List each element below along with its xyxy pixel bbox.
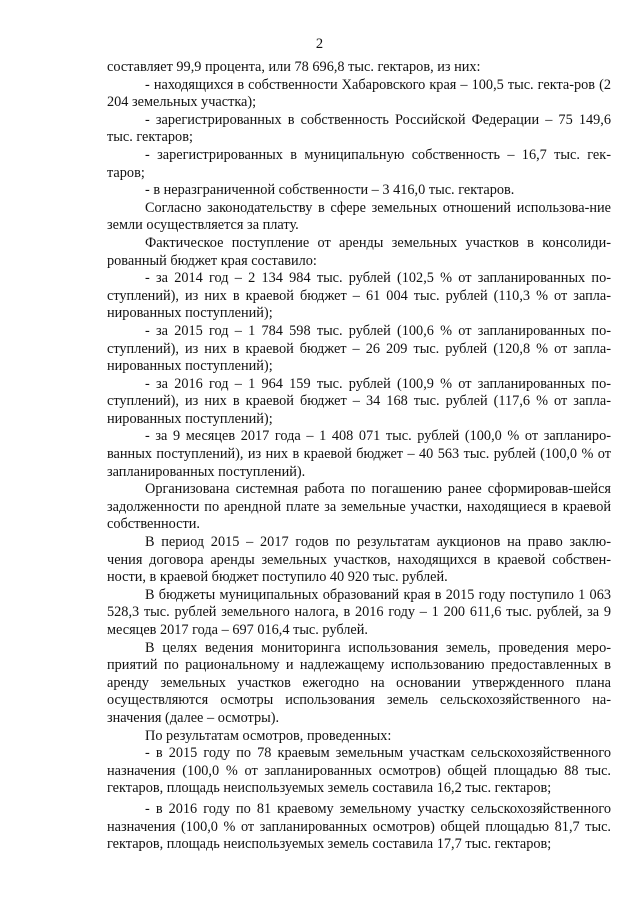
page-number: 2 — [315, 36, 324, 52]
paragraph-lease-revenue: Фактическое поступление от аренды земельных участков в консолиди-рованный бюджет края составило: — [107, 234, 611, 269]
document-body — [107, 59, 611, 854]
paragraph-debt-repayment: Организована системная работа по погашению ранее сформировав-шейся задолженности по арендной плате за земельные участки, находящиеся в краевой собственности. — [107, 481, 611, 533]
paragraph-monitoring: В целях ведения мониторинга использования земель, проведения меро-приятий по рациональному и надлежащему использованию предоставленных в аренду земельных участков ежегодно на основании утвержденного плана осуществляются осмотры использования земель сельскохозяйственного на-значения (далее – осмотры). — [107, 639, 611, 726]
list-item-inspections-2015: - в 2015 году по 78 краевым земельным участкам сельскохозяйственного назначения (100,0 % от запланированных осмотров) общей площадью 88 тыс. гектаров, площадь неиспользуемых земель составила 16,2 тыс. гектаров; — [107, 745, 611, 797]
list-item-2014: - за 2014 год – 2 134 984 тыс. рублей (102,5 % от запланированных по-ступлений), из них в краевой бюджет – 61 004 тыс. рублей (110,3 % от запла-нированных поступлений); — [107, 270, 611, 322]
list-item-2015: - за 2015 год – 1 784 598 тыс. рублей (100,6 % от запланированных по-ступлений), из них в краевой бюджет – 26 209 тыс. рублей (120,8 % от запла-нированных поступлений); — [107, 322, 611, 375]
list-item-inspections-2016: - в 2016 году по 81 краевому земельному участку сельскохозяйственного назначения (100,0 % от запланированных осмотров) общей площадью 81,7 тыс. гектаров, площадь неиспользуемых земель составила 17,7 тыс. гектаров; — [107, 800, 611, 853]
paragraph-auctions: В период 2015 – 2017 годов по результатам аукционов на право заклю-чения договора аренды земельных участков, находящихся в краевой собствен-ности, в краевой бюджет поступило 40 920 тыс. рублей. — [107, 534, 611, 586]
list-item-undivided-ownership: - в неразграниченной собственности – 3 416,0 тыс. гектаров. — [145, 182, 515, 199]
list-item-khabarovsk-ownership: - находящихся в собственности Хабаровского края – 100,5 тыс. гекта-ров (2 204 земельных участка); — [107, 76, 611, 111]
list-item-2017-9-months: - за 9 месяцев 2017 года – 1 408 071 тыс. рублей (100,0 % от запланиро-ванных поступлений), из них в краевой бюджет – 40 563 тыс. рублей (100,0 % от запланированных поступлений). — [107, 428, 611, 480]
paragraph-land-tax: В бюджеты муниципальных образований края в 2015 году поступило 1 063 528,3 тыс. рублей земельного налога, в 2016 году – 1 200 611,6 тыс. рублей, за 9 месяцев 2017 года – 697 016,4 тыс. рублей. — [107, 586, 611, 638]
paragraph-continuation: составляет 99,9 процента, или 78 696,8 тыс. гектаров, из них: — [107, 59, 481, 75]
list-item-federal-ownership: - зарегистрированных в собственность Российской Федерации – 75 149,6 тыс. гектаров; — [107, 111, 611, 146]
list-item-municipal-ownership: - зарегистрированных в муниципальную собственность – 16,7 тыс. гек-таров; — [107, 146, 611, 181]
paragraph-inspection-results: По результатам осмотров, проведенных: — [145, 727, 392, 744]
list-item-2016: - за 2016 год – 1 964 159 тыс. рублей (100,9 % от запланированных по-ступлений), из них в краевой бюджет – 34 168 тыс. рублей (117,6 % от запла-нированных поступлений); — [107, 375, 611, 427]
paragraph-land-payment: Согласно законодательству в сфере земельных отношений использова-ние земли осуществляется за плату. — [107, 199, 611, 234]
